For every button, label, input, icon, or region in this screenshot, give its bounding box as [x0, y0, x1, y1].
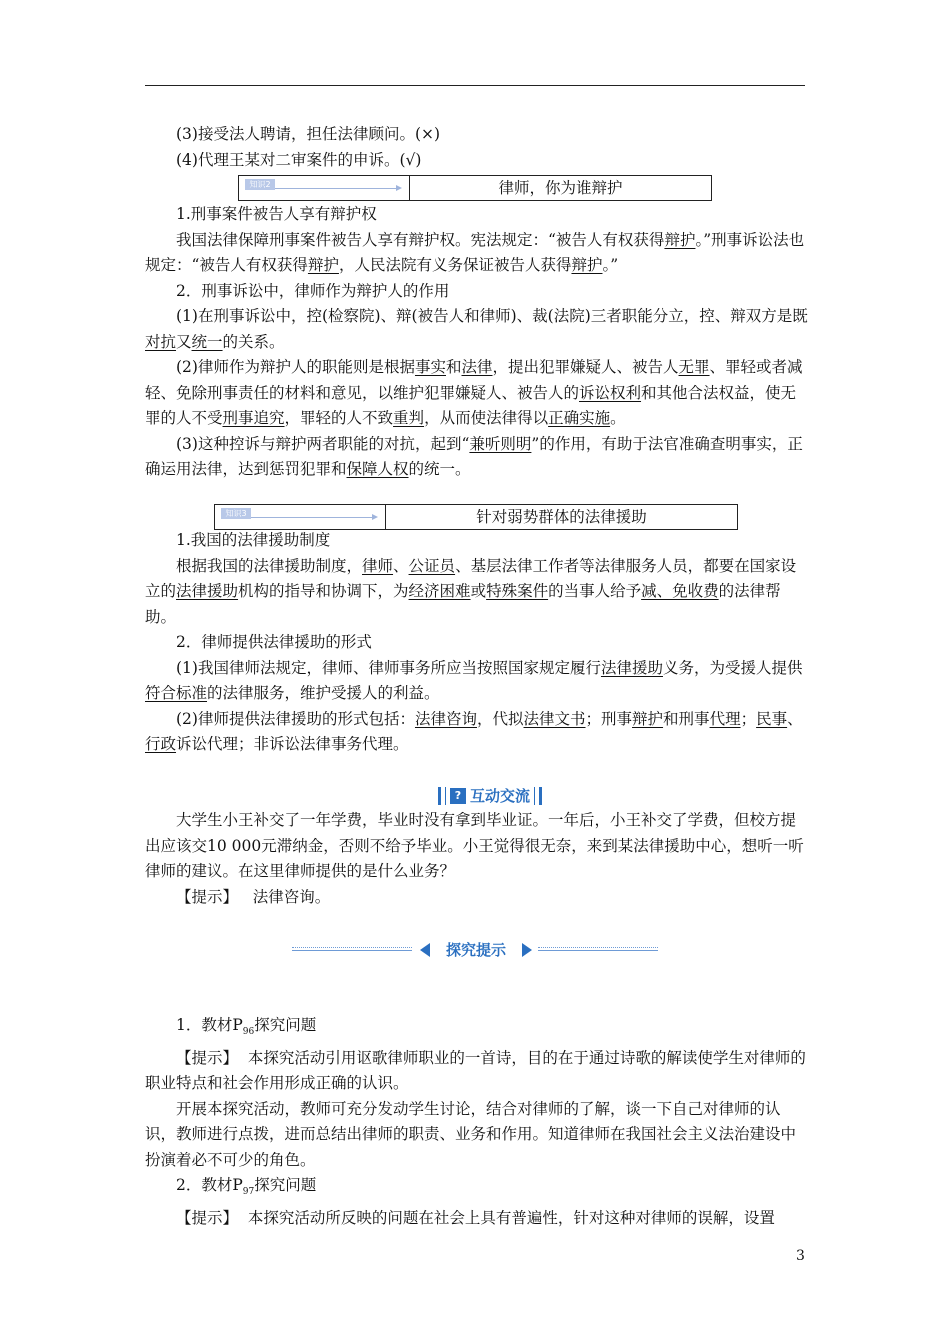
- item-3: (3)接受法人聘请，担任法律顾问。(×): [176, 125, 441, 143]
- bar-decoration: [539, 787, 542, 805]
- section2-header: [238, 175, 712, 201]
- section3-title: 针对弱势群体的法律援助: [476, 508, 647, 526]
- explore-a1b: 开展本探究活动，教师可充分发动学生讨论，结合对律师的了解，谈一下自己对律师的认识，教师进行点拨，进而总结出律师的职责、业务和作用。知道律师在我国社会主义法治建设中扮演着必不可少的角色。: [145, 1099, 797, 1169]
- section3-body: [145, 528, 810, 758]
- explore-title: 探究提示: [445, 941, 506, 959]
- section3-p2: (1)我国律师法规定，律师、律师事务所应当按照国家规定履行法律援助义务，为受援人提供符合标准的法律服务，维护受援人的利益。: [145, 658, 803, 702]
- bar-decoration: [534, 787, 535, 805]
- interact-body: [145, 808, 810, 910]
- arrow-icon: [275, 188, 400, 189]
- section2-badge: 知识2: [245, 179, 275, 190]
- explore-q2: 2．教材$P_{97}$探究问题: [176, 1176, 317, 1198]
- section2-p4: (3)这种控诉与辩护两者职能的对抗，起到“兼听则明”的作用，有助于法官准确查明事实，正确运用法律，达到惩罚犯罪和保障人权的统一。: [145, 434, 803, 478]
- section2-title: 律师，你为谁辩护: [498, 179, 623, 197]
- page-number: 3: [796, 1248, 805, 1264]
- explore-body: [145, 1013, 810, 1231]
- section3-header: [214, 504, 738, 530]
- section2-p2: (1)在刑事诉讼中，控(检察院)、辩(被告人和律师)、裁(法院)三者职能分立，控、辩双方是既对抗又统一的关系。: [145, 307, 808, 351]
- section2-h1: 1.刑事案件被告人享有辩护权: [176, 205, 377, 223]
- section3-badge: 知识3: [221, 508, 251, 519]
- divider-dots: [538, 947, 658, 954]
- arrow-icon: [251, 517, 376, 518]
- bar-decoration: [445, 787, 446, 805]
- interact-header: [438, 785, 542, 806]
- section3-p1: 根据我国的法律援助制度，律师、公证员、基层法律工作者等法律服务人员，都要在国家设立的法律援助机构的指导和协调下，为经济困难或特殊案件的当事人给予减、免收费的法律帮助。: [145, 556, 797, 626]
- interact-hint: 【提示】 法律咨询。: [176, 887, 331, 906]
- explore-a2: 【提示】 本探究活动所反映的问题在社会上具有普遍性，针对这种对律师的误解，设置: [176, 1208, 775, 1227]
- interact-title: 互动交流: [470, 787, 531, 805]
- header-rule: [145, 85, 805, 86]
- section2-h2: 2．刑事诉讼中，律师作为辩护人的作用: [176, 281, 450, 300]
- explore-a1: 【提示】 本探究活动引用讴歌律师职业的一首诗，目的在于通过诗歌的解读使学生对律师的职业特点和社会作用形成正确的认识。: [145, 1048, 806, 1093]
- section3-h1: 1.我国的法律援助制度: [176, 531, 331, 549]
- section3-h2: 2．律师提供法律援助的形式: [176, 633, 372, 651]
- question-icon: ?: [450, 788, 466, 804]
- divider-dots: [292, 947, 412, 954]
- item-4: (4)代理王某对二审案件的申诉。(√): [176, 150, 422, 169]
- explore-header: [292, 939, 658, 961]
- explore-q1: 1．教材$P_{96}$探究问题: [176, 1016, 317, 1038]
- section3-p3: (2)律师提供法律援助的形式包括：法律咨询，代拟法律文书；刑事辩护和刑事代理；民事、行政诉讼代理；非诉讼法律事务代理。: [145, 709, 803, 753]
- triangle-right-icon: [522, 943, 532, 957]
- section2-p1: 我国法律保障刑事案件被告人享有辩护权。宪法规定：“被告人有权获得辩护。”刑事诉讼法也规定：“被告人有权获得辩护，人民法院有义务保证被告人获得辩护。”: [145, 230, 805, 274]
- section2-p3: (2)律师作为辩护人的职能则是根据事实和法律，提出犯罪嫌疑人、被告人无罪、罪轻或者减轻、免除刑事责任的材料和意见，以维护犯罪嫌疑人、被告人的诉讼权利和其他合法权益，使无罪的人不受刑事追究，罪轻的人不致重判，从而使法律得以正确实施。: [145, 358, 803, 427]
- top-lines: [145, 122, 810, 173]
- bar-decoration: [438, 787, 441, 805]
- section2-body: [145, 202, 810, 483]
- interact-question: 大学生小王补交了一年学费，毕业时没有拿到毕业证。一年后，小王补交了学费，但校方提出应该交10 000元滞纳金，否则不给予毕业。小王觉得很无奈，来到某法律援助中心，想听一听律师的建议。在这里律师提供的是什么业务？: [145, 811, 804, 880]
